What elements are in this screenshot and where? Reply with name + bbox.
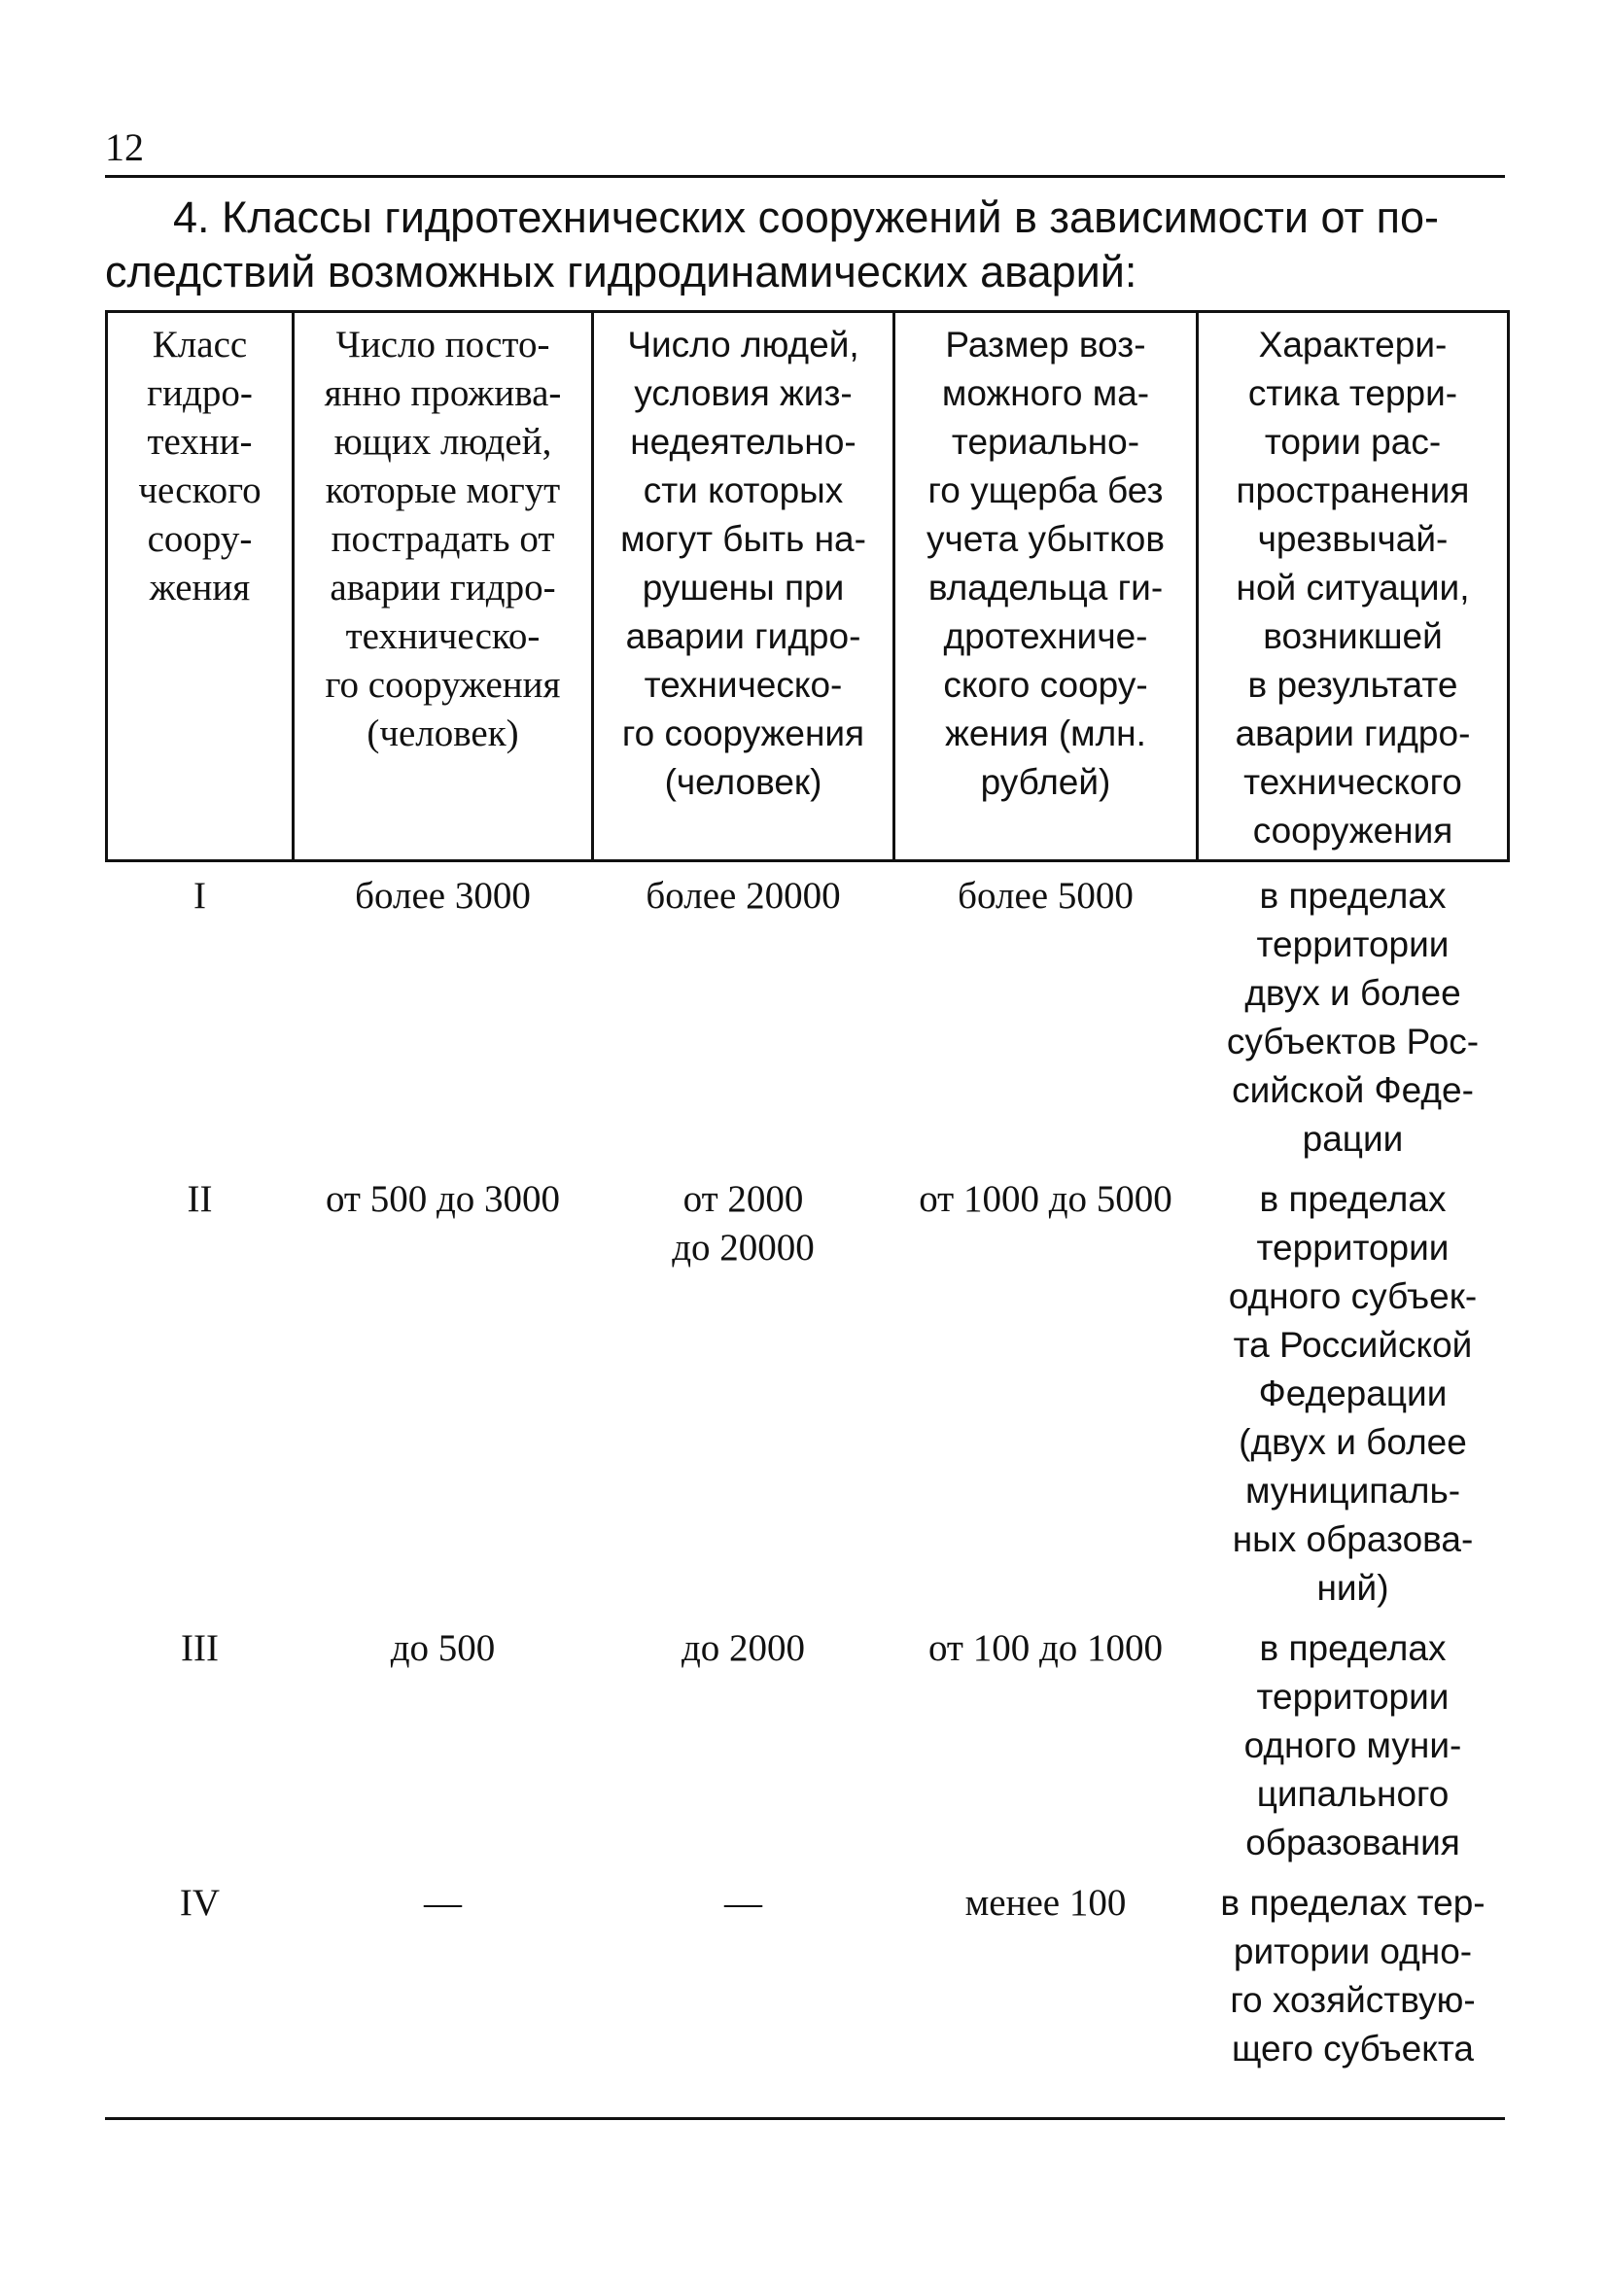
table-row [107,1869,1509,2075]
cell-line: одного субъек- [1228,1276,1478,1316]
cell-line: щего субъекта [1232,2029,1474,2069]
table-header-row [107,312,1509,861]
cell-line: от 2000 [682,1178,804,1220]
cell-class: III [181,1627,219,1669]
cell-line: недеятельно- [630,422,856,462]
cell-line: аварии гидро- [625,616,861,656]
cell-line: аварии гидро- [330,567,556,609]
cell-line: сти которых [643,470,844,510]
cell-line: техни- [147,421,253,463]
cell-damage [894,1615,1198,1869]
cell-line: муниципаль- [1244,1471,1461,1511]
cell-line: ющих людей, [333,421,552,463]
cell-affected [593,1869,894,2075]
cell-line: го ущерба без [927,470,1164,510]
cell-line: го сооружения [325,664,561,706]
cell-line: территории [1256,1677,1450,1717]
cell-line: ных образова- [1232,1519,1474,1559]
cell-line: янно прожива- [324,372,562,414]
cell-line: ний) [1316,1568,1389,1608]
header-affected [593,312,894,861]
hydro-structure-classes-table [105,310,1510,2075]
cell-line: Число людей, [627,325,859,365]
cell-residents [294,1165,593,1615]
heading-line-2: следствий возможных гидродинамических аварий: [105,247,1137,296]
footer-rule [105,2117,1505,2120]
cell-territory [1198,861,1509,1166]
cell-line: до 2000 [681,1627,806,1669]
cell-line: субъектов Рос- [1226,1022,1480,1061]
cell-line: Размер воз- [945,325,1146,365]
cell-class: II [187,1178,213,1220]
cell-line: Число посто- [335,324,550,365]
cell-line: — [724,1882,762,1924]
cell-residents [294,1869,593,2075]
cell-line: Класс [152,324,248,365]
header-damage [894,312,1198,861]
cell-line: в пределах тер- [1220,1883,1486,1923]
cell-affected [593,1165,894,1615]
cell-line: владельца ги- [927,568,1164,608]
cell-line: Федерации [1258,1374,1448,1413]
page-number: 12 [105,125,144,169]
cell-line: ритории одно- [1233,1931,1473,1971]
cell-damage [894,1165,1198,1615]
cell-class: IV [179,1882,221,1924]
cell-line: образования [1245,1823,1460,1862]
cell-line: пространения [1236,470,1470,510]
header-territory [1198,312,1509,861]
cell-line: жения (млн. [945,713,1146,753]
cell-line: (двух и более [1239,1422,1467,1462]
cell-damage [894,1869,1198,2075]
cell-line: териально- [951,422,1140,462]
cell-line: ной ситуации, [1236,568,1470,608]
cell-line: территории [1256,1228,1450,1268]
cell-line: до 20000 [672,1227,815,1269]
cell-residents [294,1615,593,1869]
cell-territory [1198,1165,1509,1615]
cell-line: та Российской [1233,1325,1473,1365]
cell-line: от 1000 до 5000 [919,1178,1172,1220]
cell-line: территории [1256,924,1450,964]
table-row [107,861,1509,1166]
cell-line: (человек) [367,713,519,754]
header-residents [294,312,593,861]
cell-line: от 500 до 3000 [325,1178,561,1220]
cell-line: до 500 [390,1627,496,1669]
cell-line: дротехниче- [943,616,1148,656]
cell-line: техническо- [345,615,541,657]
cell-territory [1198,1869,1509,2075]
cell-line: можного ма- [941,373,1150,413]
cell-line: одного муни- [1243,1725,1462,1765]
cell-line: ческого [138,470,262,511]
cell-line: го хозяйствую- [1230,1980,1476,2020]
cell-line: в пределах [1259,1179,1447,1219]
cell-line: более 5000 [958,875,1134,917]
cell-line: ципального [1256,1774,1450,1814]
cell-line: условия жиз- [634,373,853,413]
header-class [107,312,294,861]
heading-line-1: 4. Классы гидротехнических сооружений в зависимости от по- [173,192,1440,242]
cell-line: рушены при [642,568,845,608]
cell-line: тории рас- [1264,422,1442,462]
cell-line: сийской Феде- [1232,1070,1474,1110]
header-rule [105,175,1505,178]
cell-line: двух и более [1244,973,1461,1013]
cell-line: учета убытков [926,519,1165,559]
cell-line: от 100 до 1000 [927,1627,1164,1669]
cell-line: гидро- [147,372,253,414]
cell-line: в результате [1247,665,1458,705]
cell-damage [894,861,1198,1166]
cell-line: технического [1243,762,1462,802]
section-heading [105,191,1505,299]
cell-line: ского соору- [943,665,1148,705]
cell-line: (человек) [664,762,822,802]
cell-class: I [193,875,206,917]
cell-line: аварии гидро- [1235,713,1471,753]
cell-line: пострадать от [331,518,555,560]
cell-line: сооружения [1252,811,1453,851]
cell-line: в пределах [1259,1628,1447,1668]
cell-line: более 3000 [355,875,531,917]
cell-line: рации [1302,1119,1404,1159]
cell-residents [294,861,593,1166]
cell-line: жения [149,567,251,609]
cell-line: рублей) [980,762,1111,802]
cell-line: возникшей [1263,616,1443,656]
table-row [107,1615,1509,1869]
cell-line: техническо- [644,665,843,705]
cell-line: в пределах [1259,876,1447,916]
cell-line: соору- [147,518,253,560]
cell-territory [1198,1615,1509,1869]
cell-line: Характери- [1258,325,1448,365]
cell-line: могут быть на- [620,519,866,559]
cell-affected [593,861,894,1166]
cell-affected [593,1615,894,1869]
cell-line: го сооружения [621,713,865,753]
cell-line: — [424,1882,462,1924]
table-row [107,1165,1509,1615]
cell-line: стика терри- [1247,373,1458,413]
cell-line: которые могут [325,470,561,511]
cell-line: менее 100 [964,1882,1127,1924]
cell-line: чрезвычай- [1257,519,1449,559]
cell-line: более 20000 [646,875,841,917]
